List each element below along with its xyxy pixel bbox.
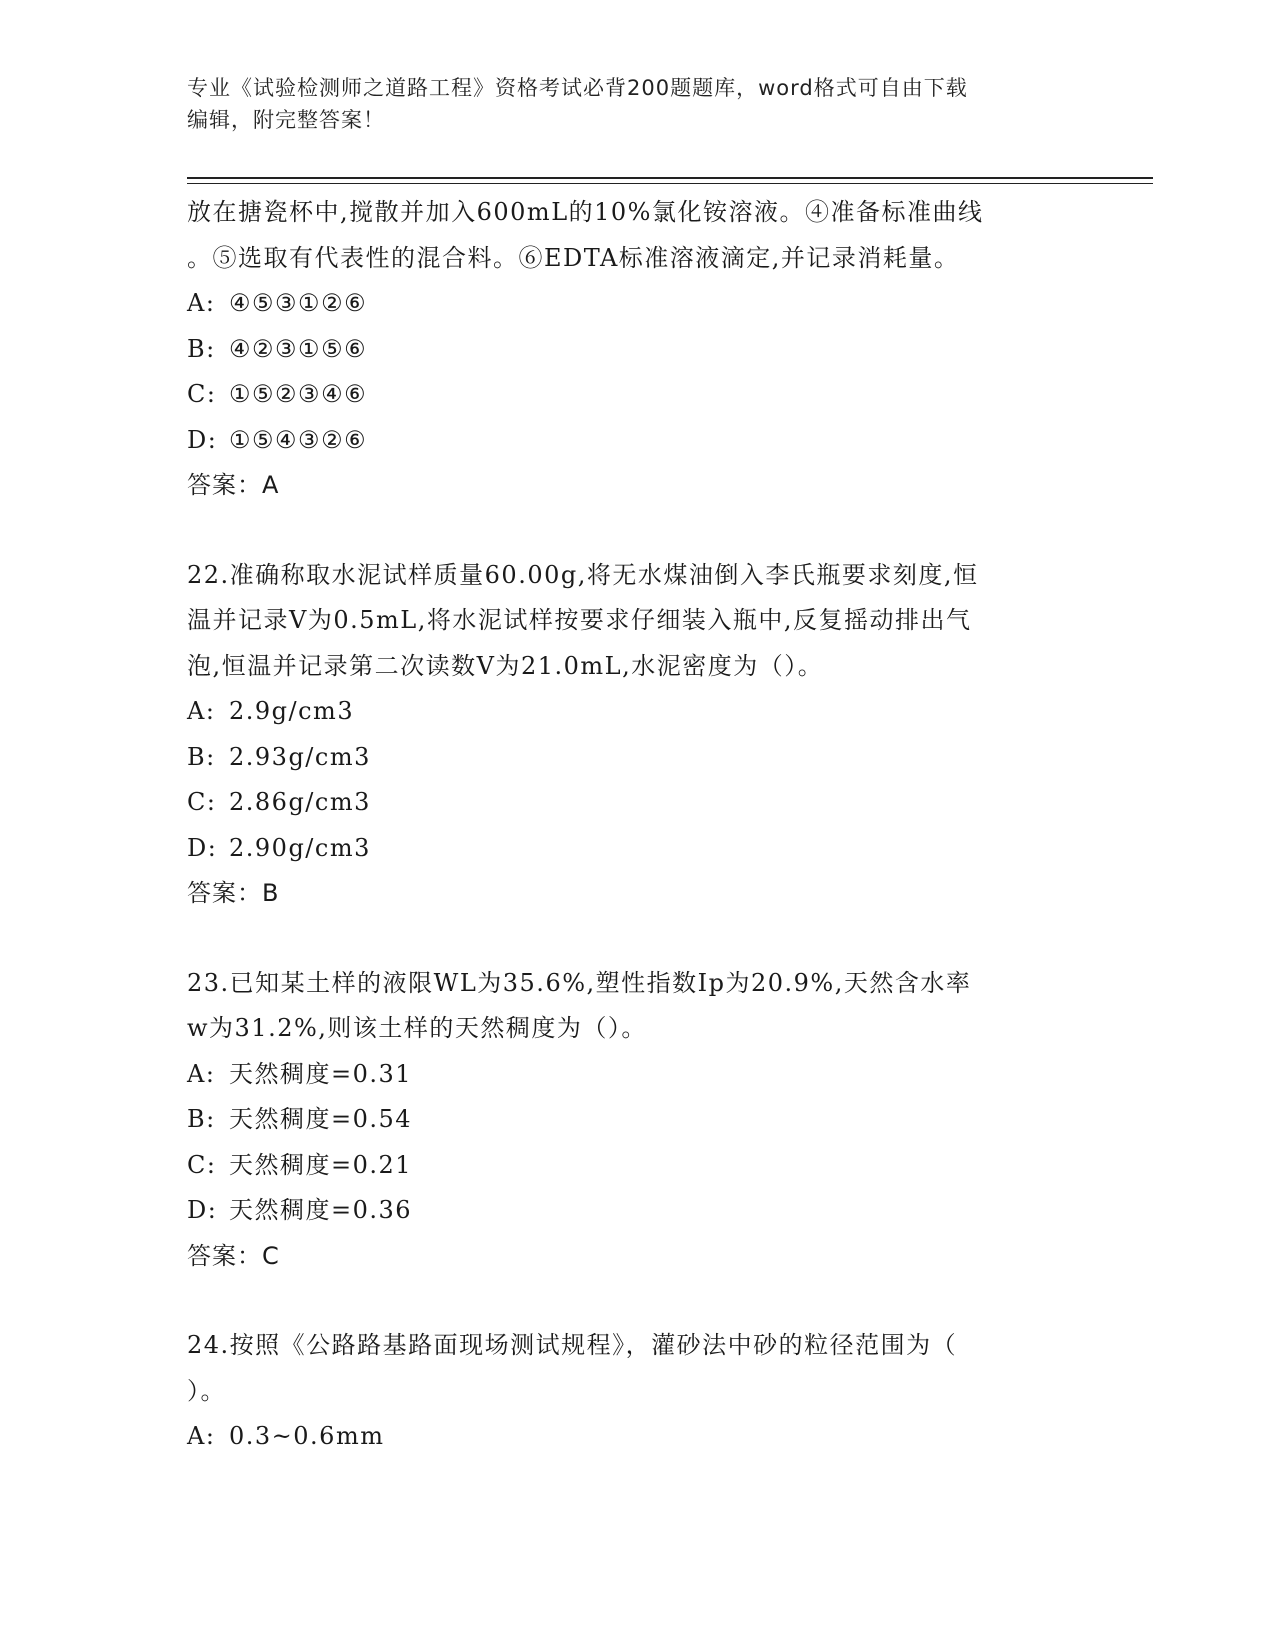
question-21-option-b bbox=[187, 327, 1087, 373]
document-body bbox=[187, 190, 1087, 1460]
option-letter: C: bbox=[187, 788, 217, 816]
option-text: 2.93g/cm3 bbox=[229, 742, 371, 771]
option-letter: A: bbox=[187, 1059, 216, 1088]
document-header bbox=[187, 72, 1067, 136]
question-23-option-c bbox=[187, 1143, 1087, 1189]
question-22-option-c bbox=[187, 780, 1087, 826]
option-text: ④②③①⑤⑥ bbox=[229, 334, 368, 363]
question-24-option-a bbox=[187, 1414, 1087, 1460]
header-divider-thick bbox=[187, 177, 1153, 179]
option-letter: C: bbox=[187, 380, 217, 408]
question-21-text-line-1: 放在搪瓷杯中,搅散并加入600mL的10%氯化铵溶液。④准备标准曲线 bbox=[187, 198, 984, 226]
header-title-line-1: 专业《试验检测师之道路工程》资格考试必背200题题库，word格式可自由下载 bbox=[187, 76, 968, 100]
question-22-answer: 答案：B bbox=[187, 879, 280, 907]
question-21-block bbox=[187, 190, 1087, 509]
question-23-option-d bbox=[187, 1188, 1087, 1234]
option-text: ①⑤④③②⑥ bbox=[229, 425, 368, 454]
question-22-text-line-1: 22.准确称取水泥试样质量60.00g,将无水煤油倒入李氏瓶要求刻度,恒 bbox=[187, 560, 979, 589]
option-text: 2.86g/cm3 bbox=[229, 788, 371, 816]
option-letter: D: bbox=[187, 833, 218, 862]
question-23-answer: 答案：C bbox=[187, 1241, 280, 1270]
question-22-option-a bbox=[187, 689, 1087, 735]
question-23-text-line-1: 23.已知某土样的液限WL为35.6%,塑性指数Ip为20.9%,天然含水率 bbox=[187, 968, 972, 997]
option-letter: A: bbox=[187, 697, 216, 725]
option-text: 天然稠度=0.36 bbox=[229, 1196, 413, 1224]
spacer bbox=[187, 509, 1087, 553]
question-21-option-a bbox=[187, 281, 1087, 327]
question-23-block bbox=[187, 961, 1087, 1280]
question-21-text-line-2: 。⑤选取有代表性的混合料。⑥EDTA标准溶液滴定,并记录消耗量。 bbox=[187, 243, 960, 272]
option-text: ①⑤②③④⑥ bbox=[229, 380, 368, 408]
question-22-block bbox=[187, 553, 1087, 917]
spacer bbox=[187, 1279, 1087, 1323]
option-text: 天然稠度=0.31 bbox=[229, 1059, 413, 1088]
option-letter: A: bbox=[187, 289, 216, 317]
question-23-option-b bbox=[187, 1097, 1087, 1143]
option-letter: D: bbox=[187, 1196, 218, 1224]
question-21-option-d bbox=[187, 418, 1087, 464]
option-letter: D: bbox=[187, 425, 218, 454]
option-text: ④⑤③①②⑥ bbox=[229, 289, 368, 317]
option-text: 0.3~0.6mm bbox=[229, 1422, 385, 1450]
question-22-option-d bbox=[187, 826, 1087, 872]
question-22-text-line-2: 温并记录V为0.5mL,将水泥试样按要求仔细装入瓶中,反复摇动排出气 bbox=[187, 606, 972, 634]
question-22-text-line-3: 泡,恒温并记录第二次读数V为21.0mL,水泥密度为（）。 bbox=[187, 651, 824, 680]
header-title-line-2: 编辑，附完整答案！ bbox=[187, 108, 385, 132]
question-21-option-c bbox=[187, 372, 1087, 418]
option-letter: B: bbox=[187, 334, 216, 363]
question-21-answer: 答案：A bbox=[187, 471, 280, 499]
question-23-text-line-2: w为31.2%,则该土样的天然稠度为（）。 bbox=[187, 1014, 647, 1042]
question-24-text-line-1: 24.按照《公路路基路面现场测试规程》，灌砂法中砂的粒径范围为（ bbox=[187, 1331, 958, 1359]
option-text: 天然稠度=0.54 bbox=[229, 1105, 413, 1133]
option-letter: C: bbox=[187, 1150, 217, 1179]
option-text: 天然稠度=0.21 bbox=[229, 1150, 413, 1179]
option-letter: B: bbox=[187, 1105, 216, 1133]
question-23-option-a bbox=[187, 1052, 1087, 1098]
option-text: 2.9g/cm3 bbox=[229, 697, 355, 725]
header-divider-thin bbox=[187, 183, 1153, 184]
question-22-option-b bbox=[187, 735, 1087, 781]
spacer bbox=[187, 917, 1087, 961]
question-24-block bbox=[187, 1323, 1087, 1460]
question-24-text-line-2: ）。 bbox=[187, 1376, 226, 1405]
option-letter: A: bbox=[187, 1422, 216, 1450]
option-letter: B: bbox=[187, 742, 216, 771]
option-text: 2.90g/cm3 bbox=[229, 833, 371, 862]
